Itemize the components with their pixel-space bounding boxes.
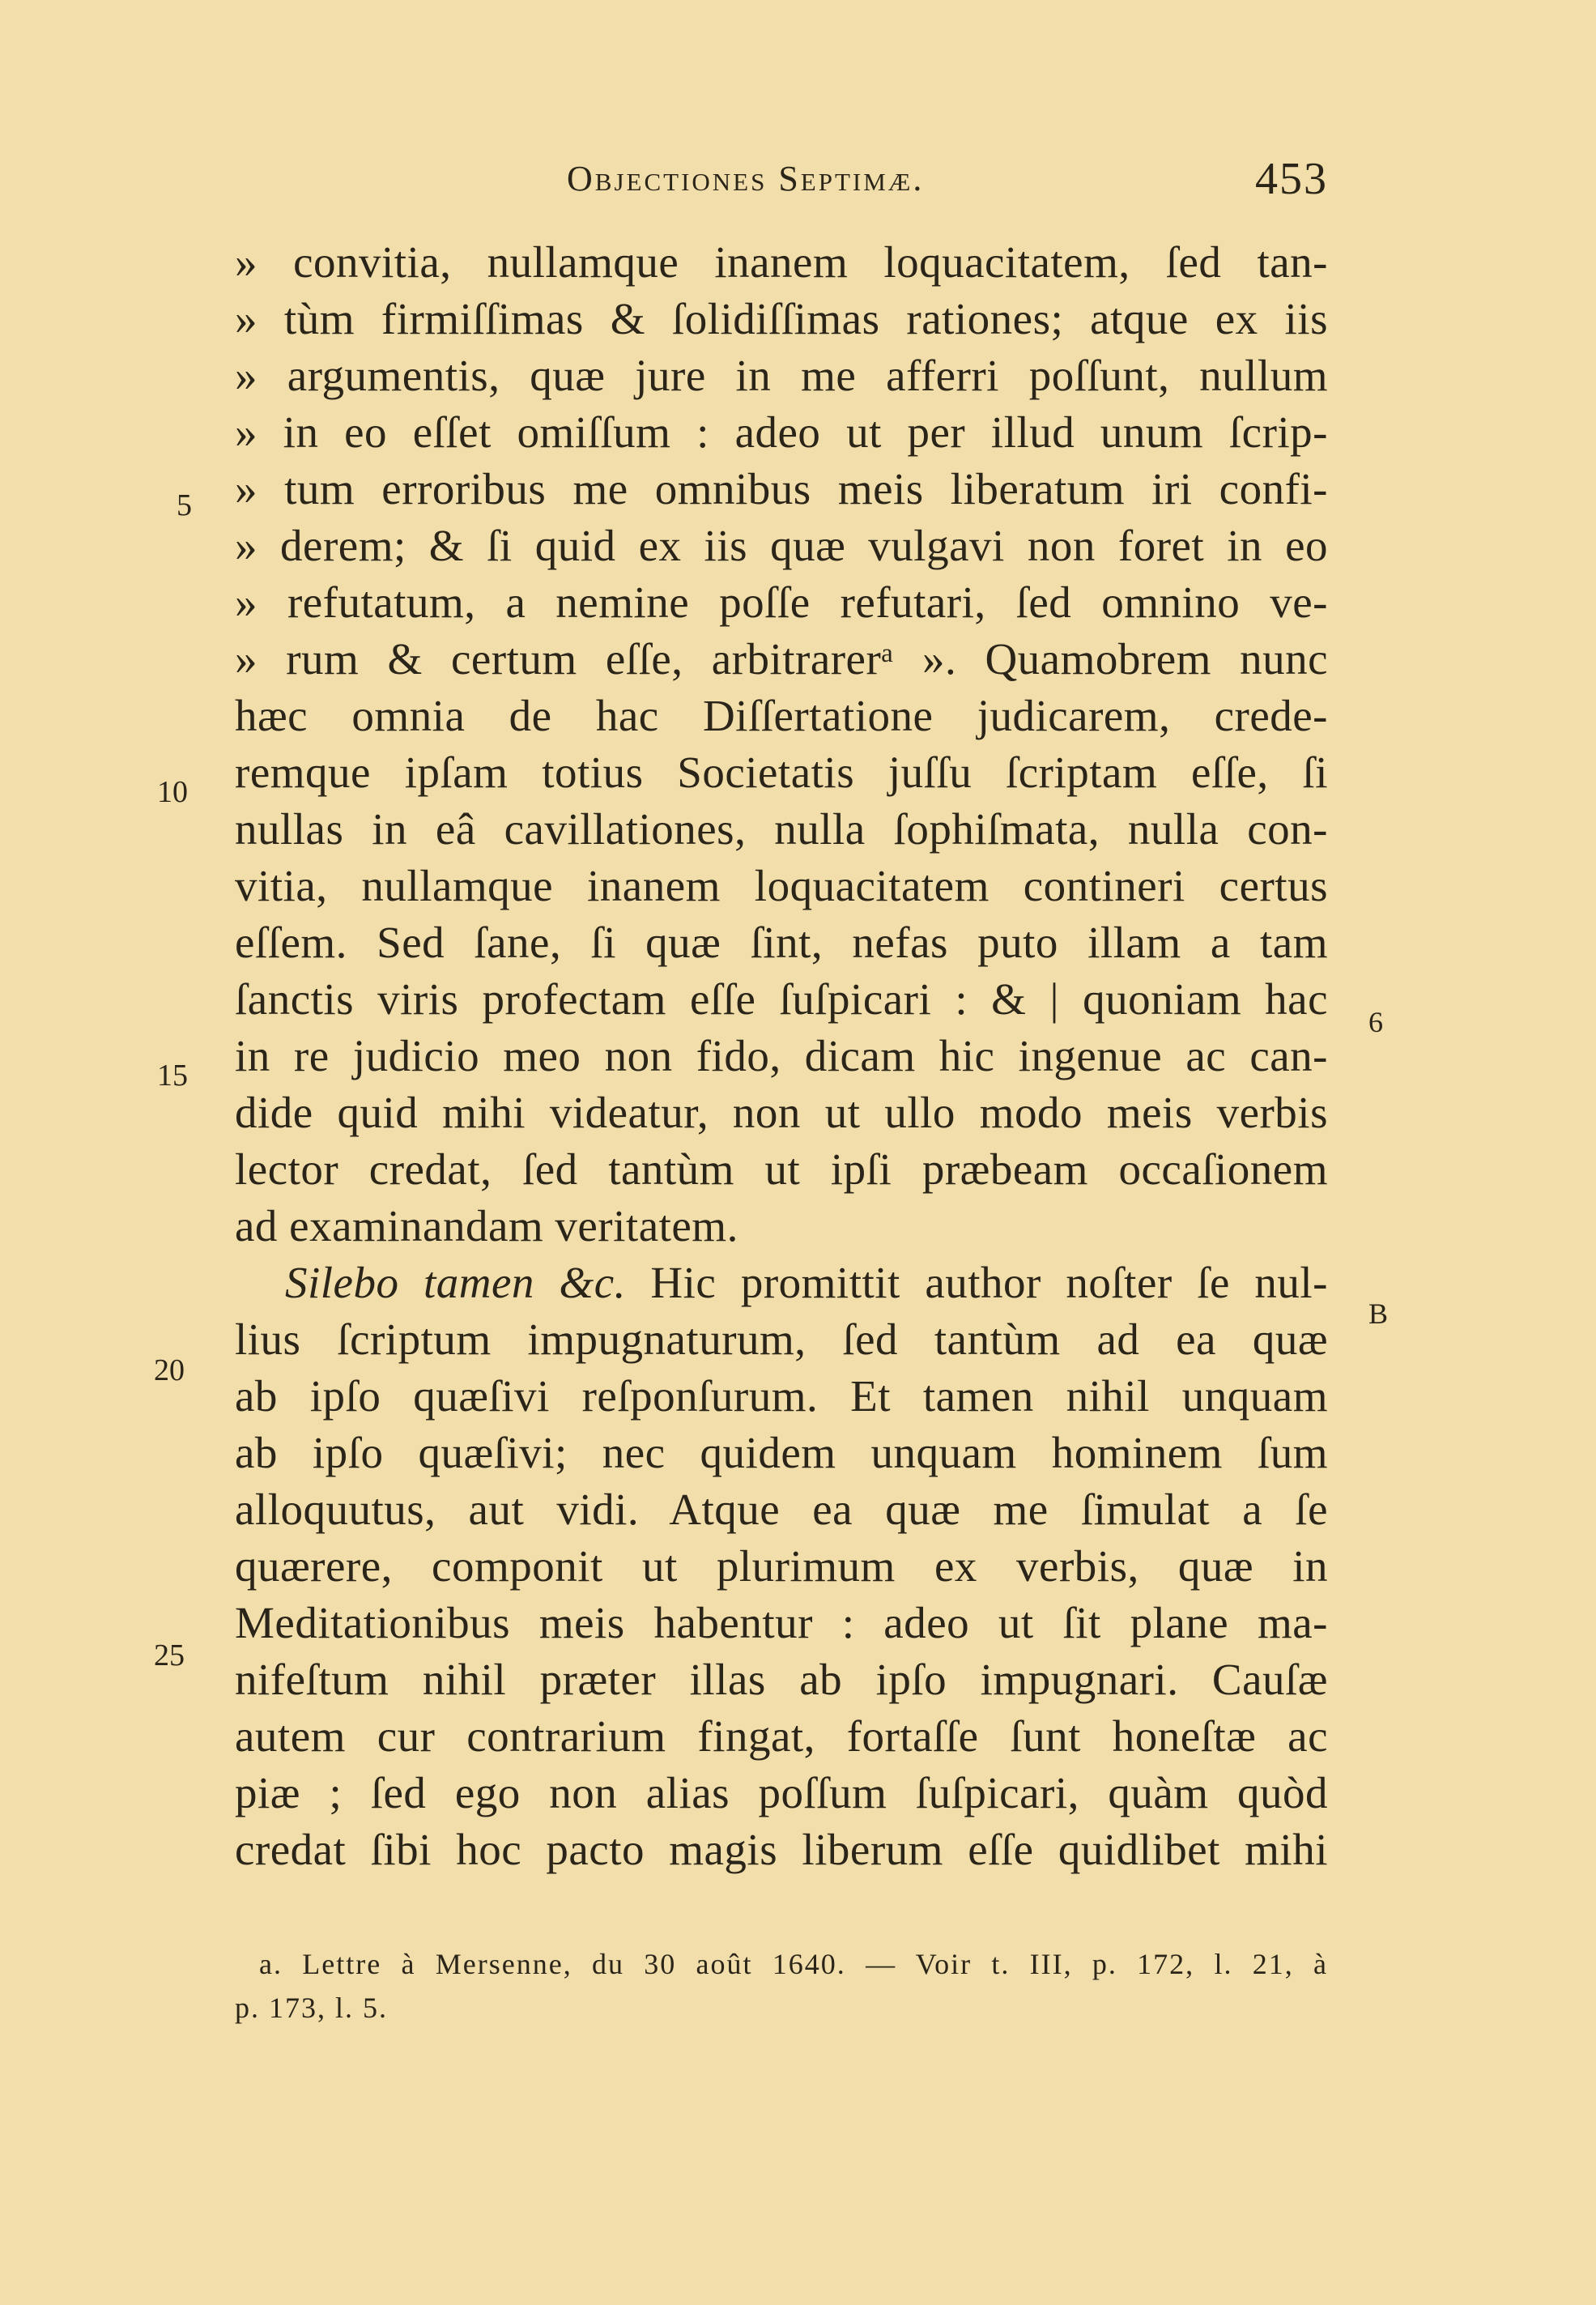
line-number-10: 10: [157, 775, 188, 809]
text-line: dide quid mihi videatur, non ut ullo modo meis verbis: [235, 1088, 1328, 1137]
text-line: » in eo eſſet omiſſum : adeo ut per illud unum ſcrip-: [235, 407, 1328, 457]
text-line: nifeſtum nihil præter illas ab ipſo impugnari. Cauſæ: [235, 1655, 1328, 1704]
footnote-line: a. Lettre à Mersenne, du 30 août 1640. — Voir t. III, p. 172, l. 21, à: [259, 1948, 1328, 1980]
text-line: » convitia, nullamque inanem loquacitatem, ſed tan-: [235, 237, 1328, 287]
text-line: ad examinandam veritatem.: [235, 1201, 738, 1250]
text-line: in re judicio meo non fido, dicam hic ingenue ac can-: [235, 1031, 1328, 1080]
text-line: nullas in eâ cavillationes, nulla ſophiſmata, nulla con-: [235, 804, 1328, 854]
text-line: » refutatum, a nemine poſſe refutari, ſed omnino ve-: [235, 577, 1328, 627]
text-line: ſanctis viris profectam eſſe ſuſpicari : & | quoniam hac: [235, 974, 1328, 1024]
text-line: » derem; & ſi quid ex iis quæ vulgavi non foret in eo: [235, 521, 1328, 570]
text-line: eſſem. Sed ſane, ſi quæ ſint, nefas puto illam a tam: [235, 918, 1328, 967]
line-number-5: 5: [177, 488, 192, 522]
edition-section-marker-b: B: [1368, 1297, 1389, 1330]
running-title: Objectiones Septimæ.: [567, 159, 925, 198]
opening-rest: Hic promittit author noſter ſe nul-: [625, 1258, 1329, 1307]
page-header: [235, 154, 1328, 215]
text-line: vitia, nullamque inanem loquacitatem contineri certus: [235, 861, 1328, 910]
line-number-15: 15: [157, 1059, 188, 1093]
italic-incipit: Silebo tamen &c.: [285, 1258, 626, 1307]
text-line: piæ ; ſed ego non alias poſſum ſuſpicari, quàm quòd: [235, 1768, 1328, 1817]
text-line: remque ipſam totius Societatis juſſu ſcriptam eſſe, ſi: [235, 748, 1328, 797]
text-line: » tum erroribus me omnibus meis liberatum iri confi-: [235, 464, 1328, 513]
text-line: autem cur contrarium fingat, fortaſſe ſunt honeſtæ ac: [235, 1711, 1328, 1761]
text-line: » rum & certum eſſe, arbitrarerᵃ ». Quamobrem nunc: [235, 634, 1328, 684]
text-line: alloquutus, aut vidi. Atque ea quæ me ſimulat a ſe: [235, 1485, 1328, 1534]
text-line: ab ipſo quæſivi; nec quidem unquam hominem ſum: [235, 1428, 1328, 1477]
text-line: lector credat, ſed tantùm ut ipſi præbeam occaſionem: [235, 1144, 1328, 1194]
footnote-line: p. 173, l. 5.: [235, 1992, 389, 2024]
edition-page-marker-6: 6: [1368, 1006, 1383, 1038]
text-line: hæc omnia de hac Diſſertatione judicarem, crede-: [235, 691, 1328, 740]
text-line: ab ipſo quæſivi reſponſurum. Et tamen nihil unquam: [235, 1371, 1328, 1421]
text-line: lius ſcriptum impugnaturum, ſed tantùm ad ea quæ: [235, 1314, 1328, 1364]
paragraph-opening-line: [285, 1255, 1328, 1310]
text-line: credat ſibi hoc pacto magis liberum eſſe quidlibet mihi: [235, 1825, 1328, 1874]
footnote: [235, 1942, 1328, 2030]
text-line: Meditationibus meis habentur : adeo ut ſit plane ma-: [235, 1598, 1328, 1647]
text-line: » tùm firmiſſimas & ſolidiſſimas rationes; atque ex iis: [235, 294, 1328, 343]
text-line: quærere, componit ut plurimum ex verbis, quæ in: [235, 1541, 1328, 1591]
page-number: 453: [1255, 154, 1328, 204]
line-number-20: 20: [154, 1353, 185, 1387]
line-number-25: 25: [154, 1638, 185, 1672]
text-line: » argumentis, quæ jure in me afferri poſſunt, nullum: [235, 351, 1328, 400]
